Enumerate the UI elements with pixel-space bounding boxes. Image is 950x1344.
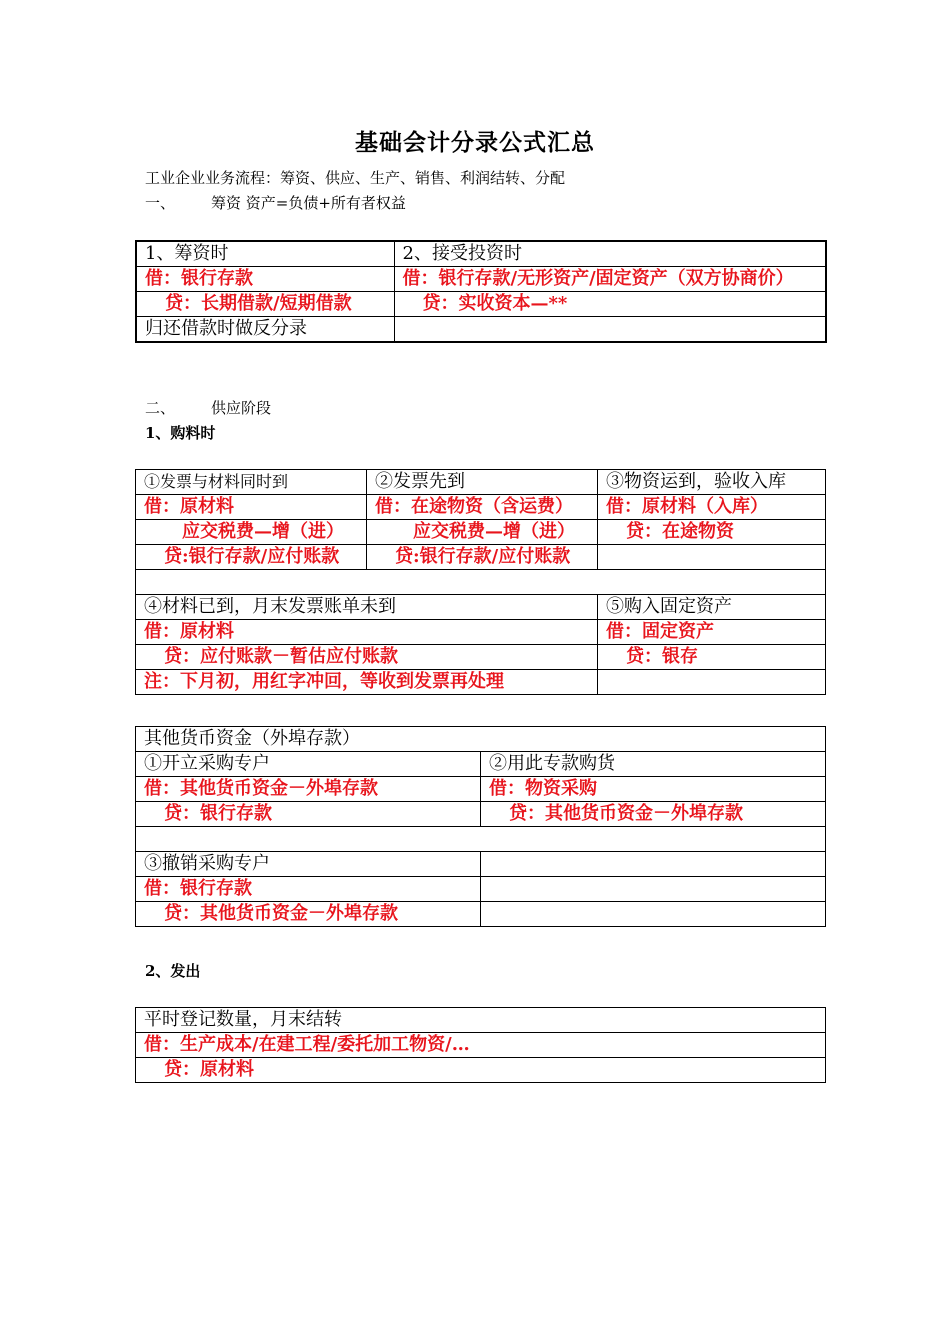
section-1-title: 筹资 资产=负债+所有者权益 — [211, 194, 406, 212]
empty-cell — [481, 877, 826, 902]
investment-debit: 借：银行存款/无形资产/固定资产（双方协商价） — [394, 267, 826, 292]
case-5-header: ⑤购入固定资产 — [598, 595, 826, 620]
financing-credit: 贷：长期借款/短期借款 — [136, 292, 394, 317]
issue-debit: 借：生产成本/在建工程/委托加工物资/… — [136, 1033, 826, 1058]
issue-table — [135, 1007, 826, 1083]
case-2-debit: 借：在途物资（含运费） — [367, 495, 598, 520]
empty-cell — [481, 852, 826, 877]
empty-cell — [481, 902, 826, 927]
open-account-debit: 借：其他货币资金－外埠存款 — [136, 777, 481, 802]
spacer-row — [136, 827, 826, 852]
purchase-with-fund-debit: 借：物资采购 — [481, 777, 826, 802]
investment-credit: 贷：实收资本—** — [394, 292, 826, 317]
case-4-debit: 借：原材料 — [136, 620, 598, 645]
page-title: 基础会计分录公式汇总 — [355, 129, 595, 156]
investment-header: 2、接受投资时 — [394, 241, 826, 267]
financing-header: 1、筹资时 — [136, 241, 394, 267]
issue-credit: 贷：原材料 — [136, 1058, 826, 1083]
section-2-title: 供应阶段 — [211, 399, 272, 417]
case-3-header: ③物资运到，验收入库 — [598, 470, 826, 495]
case-2-credit: 贷:银行存款/应付账款 — [367, 545, 598, 570]
financing-table — [135, 240, 827, 343]
case-4-header: ④材料已到，月末发票账单未到 — [136, 595, 598, 620]
section-1-heading — [145, 193, 406, 213]
open-account-credit: 贷：银行存款 — [136, 802, 481, 827]
case-1-header: ①发票与材料同时到 — [136, 470, 367, 495]
issue-header: 平时登记数量，月末结转 — [136, 1008, 826, 1033]
other-funds-table — [135, 726, 826, 927]
section-2-number: 二、 — [145, 399, 176, 417]
spacer-row — [136, 570, 826, 595]
purchase-subheading: 1、购料时 — [145, 424, 216, 442]
case-5-debit: 借：固定资产 — [598, 620, 826, 645]
case-2-header: ②发票先到 — [367, 470, 598, 495]
purchase-table — [135, 469, 826, 695]
business-flow-text: 工业企业业务流程：筹资、供应、生产、销售、利润结转、分配 — [145, 169, 566, 187]
repayment-note: 归还借款时做反分录 — [136, 317, 394, 343]
case-4-note: 注：下月初，用红字冲回，等收到发票再处理 — [136, 670, 598, 695]
case-1-credit: 贷:银行存款/应付账款 — [136, 545, 367, 570]
case-1-tax: 应交税费—增（进） — [136, 520, 367, 545]
close-account-header: ③撤销采购专户 — [136, 852, 481, 877]
case-3-credit: 贷：在途物资 — [598, 520, 826, 545]
case-1-debit: 借：原材料 — [136, 495, 367, 520]
case-3-debit: 借：原材料（入库） — [598, 495, 826, 520]
empty-cell — [598, 545, 826, 570]
other-funds-header: 其他货币资金（外埠存款） — [136, 727, 826, 752]
empty-cell — [598, 670, 826, 695]
case-4-credit: 贷：应付账款－暂估应付账款 — [136, 645, 598, 670]
close-account-debit: 借：银行存款 — [136, 877, 481, 902]
financing-debit: 借：银行存款 — [136, 267, 394, 292]
issue-subheading: 2、发出 — [145, 962, 201, 980]
case-2-tax: 应交税费—增（进） — [367, 520, 598, 545]
purchase-with-fund-credit: 贷：其他货币资金－外埠存款 — [481, 802, 826, 827]
purchase-with-fund-header: ②用此专款购货 — [481, 752, 826, 777]
close-account-credit: 贷：其他货币资金－外埠存款 — [136, 902, 481, 927]
open-account-header: ①开立采购专户 — [136, 752, 481, 777]
case-5-credit: 贷：银存 — [598, 645, 826, 670]
section-1-number: 一、 — [145, 194, 176, 212]
section-2-heading — [145, 398, 271, 418]
empty-cell — [394, 317, 826, 343]
